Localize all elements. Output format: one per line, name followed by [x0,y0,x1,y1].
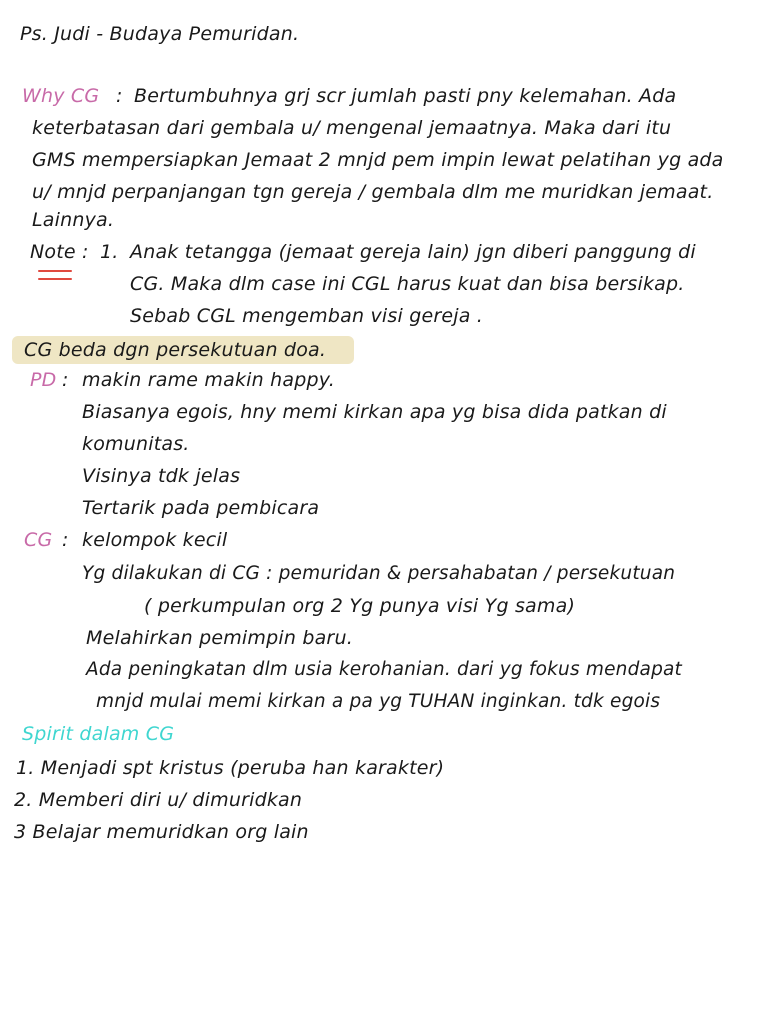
note-line-3: Sebab CGL mengemban visi gereja . [130,305,484,327]
note-line-2: CG. Maka dlm case ini CGL harus kuat dan bisa bersikap. [130,273,685,295]
why-cg-colon: : [116,85,123,107]
why-cg-line-1: Bertumbuhnya grj scr jumlah pasti pny kelemahan. Ada [134,85,677,107]
pd-line-5: Tertarik pada pembicara [82,497,320,519]
page-title: Ps. Judi - Budaya Pemuridan. [20,23,300,45]
why-cg-line-3: GMS mempersiapkan Jemaat 2 mnjd pem impin lewat pelatihan yg ada [32,149,724,171]
pd-line-1: makin rame makin happy. [82,369,335,391]
spirit-item-2: 2. Memberi diri u/ dimuridkan [14,789,303,811]
cg-line-5: Ada peningkatan dlm usia kerohanian. dari yg fokus mendapat [86,659,683,680]
note-underline-mark-1 [38,270,72,272]
pd-line-2: Biasanya egois, hny memi kirkan apa yg bisa dida patkan di [82,401,667,423]
why-cg-label: Why CG [22,85,100,107]
cg-colon: : [62,529,69,551]
cg-line-6: mnjd mulai memi kirkan a pa yg TUHAN inginkan. tdk egois [96,691,661,712]
cg-line-2: Yg dilakukan di CG : pemuridan & persahabatan / persekutuan [82,563,676,584]
pd-line-4: Visinya tdk jelas [82,465,241,487]
why-cg-line-5: Lainnya. [32,209,115,231]
cg-line-1: kelompok kecil [82,529,228,551]
note-underline-mark-2 [38,278,72,280]
cg-line-4: Melahirkan pemimpin baru. [86,627,353,649]
note-number: 1. [100,241,119,263]
spirit-item-3: 3 Belajar memuridkan org lain [14,821,309,843]
why-cg-line-4: u/ mnjd perpanjangan tgn gereja / gembala dlm me muridkan jemaat. [32,181,714,203]
spirit-item-1: 1. Menjadi spt kristus (peruba han karakter) [16,757,445,779]
pd-colon: : [62,369,69,391]
note-line-1: Anak tetangga (jemaat gereja lain) jgn diberi panggung di [130,241,696,263]
cg-line-3: ( perkumpulan org 2 Yg punya visi Yg sama) [144,595,576,617]
note-label: Note : [30,241,89,263]
why-cg-line-2: keterbatasan dari gembala u/ mengenal jemaatnya. Maka dari itu [32,117,672,139]
pd-label: PD [30,369,57,391]
highlight-text: CG beda dgn persekutuan doa. [24,339,327,361]
pd-line-3: komunitas. [82,433,190,455]
cg-label: CG [24,529,53,551]
spirit-label: Spirit dalam CG [22,723,175,745]
